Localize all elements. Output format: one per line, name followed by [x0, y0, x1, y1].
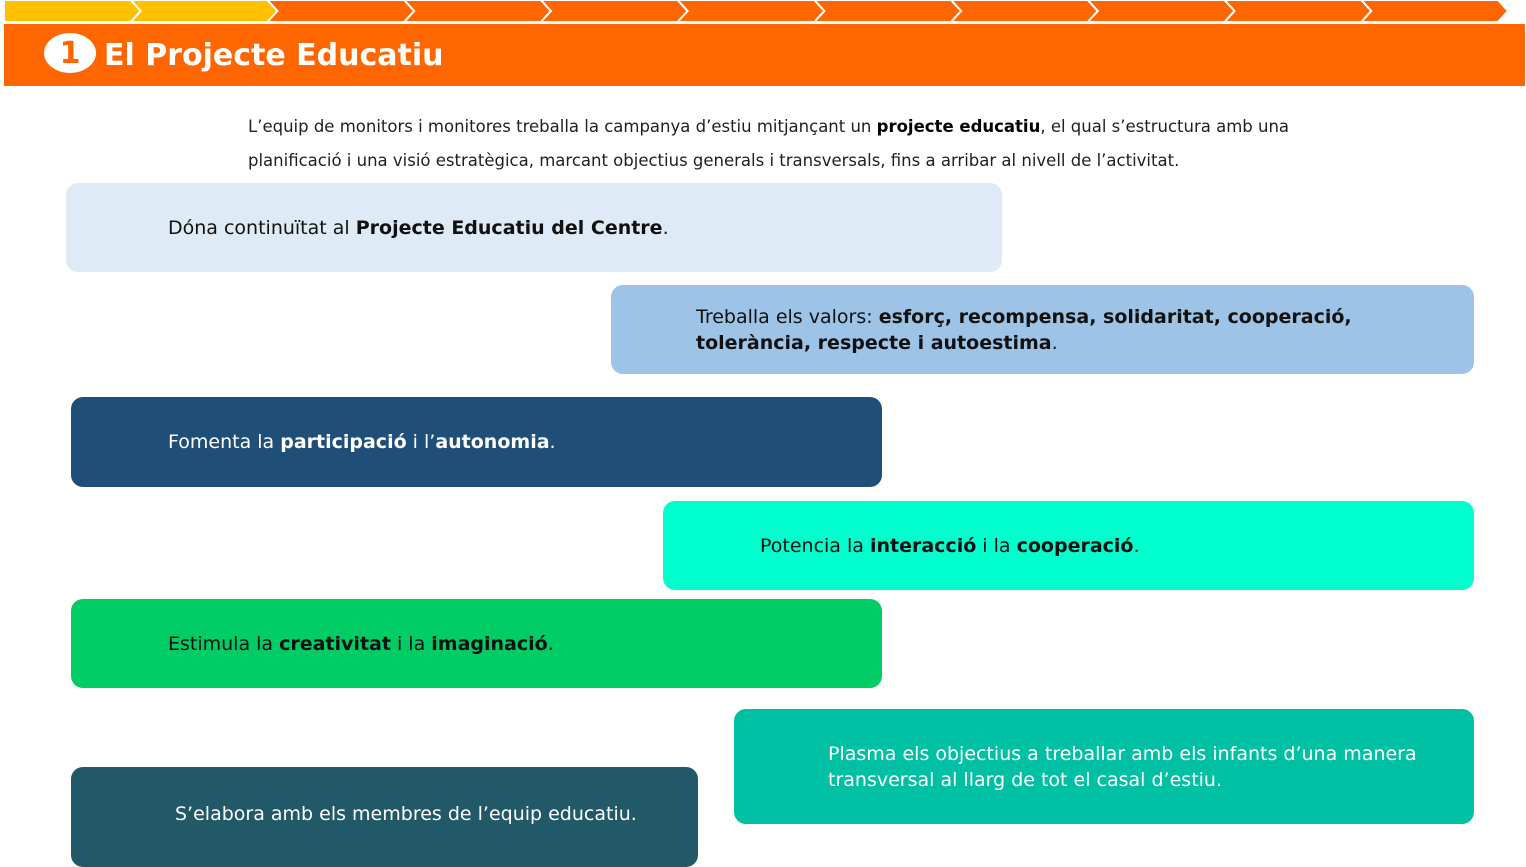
objective-text: Treballa els valors: esforç, recompensa, solidaritat, cooperació, tolerància, respecte i autoestima. — [696, 305, 1352, 354]
progress-step — [1361, 0, 1508, 22]
objective-text: Fomenta la participació i l’autonomia. — [168, 431, 556, 453]
objective-box-team — [71, 767, 698, 867]
objective-text: S’elabora amb els membres de l’equip educatiu. — [175, 803, 637, 825]
objective-text: Dóna continuïtat al Projecte Educatiu del Centre. — [168, 216, 669, 239]
progress-step — [541, 0, 688, 22]
objective-box-creativity — [71, 599, 882, 688]
objective-box-values — [611, 285, 1474, 374]
objective-text: Potencia la interacció i la cooperació. — [760, 534, 1140, 557]
section-title: El Projecte Educatiu — [104, 38, 444, 73]
progress-step — [951, 0, 1098, 22]
intro-text: L’equip de monitors i monitores treballa la campanya d’estiu mitjançant un — [248, 117, 877, 136]
progress-step — [404, 0, 551, 22]
progress-step — [131, 0, 278, 22]
progress-step — [1088, 0, 1235, 22]
progress-step — [267, 0, 414, 22]
objective-box-interaction — [663, 501, 1474, 590]
objective-box-continuity — [66, 183, 1002, 272]
intro-bold-text: projecte educatiu — [876, 117, 1041, 136]
objective-box-participation — [71, 397, 882, 487]
progress-step — [678, 0, 825, 22]
progress-step — [814, 0, 961, 22]
intro-paragraph — [248, 110, 1308, 178]
progress-step — [1225, 0, 1372, 22]
objective-text: Plasma els objectius a treballar amb els infants d’una manera transversal al llarg de tot el casal d’estiu. — [828, 742, 1417, 791]
section-header — [4, 24, 1525, 86]
progress-chevron-bar — [0, 0, 1526, 24]
objective-text: Estimula la creativitat i la imaginació. — [168, 632, 554, 655]
objective-box-transversal — [734, 709, 1474, 824]
intro-text-end: , el qual s’estructura amb una planificació i una visió estratègica, marcant objectius generals i transversals, fins a arribar al nivell de l’activitat. — [248, 117, 1290, 170]
section-number-badge: 1 — [44, 33, 96, 73]
progress-step — [4, 0, 141, 22]
